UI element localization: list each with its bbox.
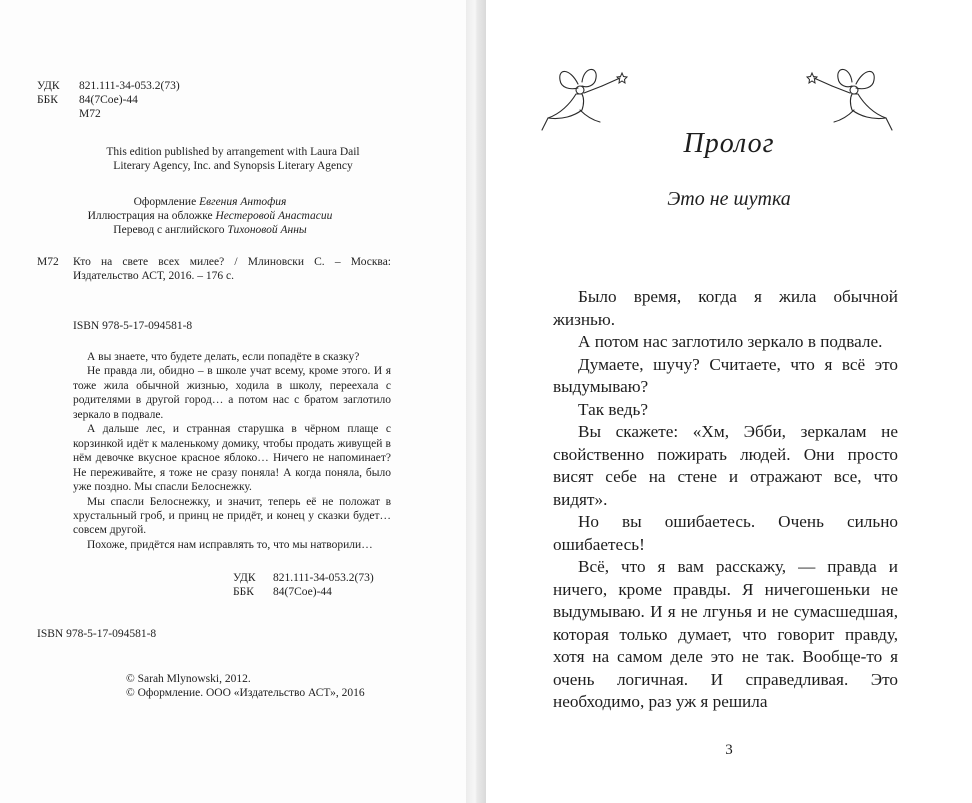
edition-note: This edition published by arrangement with Laura Dail Literary Agency, Inc. and Synopsis Literary Agency (106, 146, 360, 172)
annotation-paragraph: Похоже, придётся нам исправлять то, что мы натворили… (87, 538, 373, 551)
code-value: 821.111-34-053.2(73) (273, 572, 374, 584)
classification-codes-top (37, 79, 180, 121)
copyright-line: © Sarah Mlynowski, 2012. (126, 673, 251, 685)
author-mark-row (37, 107, 180, 121)
body-paragraph: Было время, когда я жила обычной жизнью. (553, 287, 898, 329)
page-number: 3 (725, 742, 733, 758)
left-page (0, 0, 466, 803)
body-paragraph: Вы скажете: «Хм, Эбби, зеркалам не свойственно пожирать людей. Они просто висят себе на стене и отражают все, что видят». (553, 422, 898, 509)
body-paragraph: Думаете, шучу? Считаете, что я всё это выдумываю? (553, 354, 898, 396)
code-value: М72 (79, 108, 101, 120)
copyright (126, 672, 365, 700)
isbn-bottom: ISBN 978-5-17-094581-8 (37, 628, 157, 640)
udk-row (233, 571, 374, 585)
fairy-with-wand-icon (540, 62, 630, 134)
isbn-top: ISBN 978-5-17-094581-8 (73, 320, 193, 332)
credit-role: Оформление (133, 196, 197, 208)
catalog-code: М72 (37, 256, 59, 268)
annotation-paragraph: А дальше лес, и странная старушка в чёрном плаще с корзинкой идёт к маленькому домику, чтобы продать живущей в нём девочке вкусное красное яблоко… Ничего не напоминает? Не переживайте, я тоже не сразу поняла! А когда поняла, было уже поздно. Мы спасли Белоснежку. (73, 423, 391, 494)
bbk-row (37, 93, 180, 107)
credit-cover (60, 209, 360, 223)
udk-row (37, 79, 180, 93)
code-key: ББК (37, 94, 58, 106)
code-key: ББК (233, 586, 254, 598)
code-value: 84(7Сое)-44 (79, 94, 138, 106)
body-paragraph: А потом нас заглотило зеркало в подвале. (578, 332, 883, 351)
right-page (486, 0, 972, 803)
fairy-with-wand-icon (804, 62, 894, 134)
credit-translation (60, 223, 360, 237)
body-paragraph: Но вы ошибаетесь. Очень сильно ошибаетесь! (553, 512, 898, 554)
annotation-paragraph: А вы знаете, что будете делать, если попадёте в сказку? (87, 351, 360, 363)
chapter-title: Пролог (683, 128, 775, 159)
annotation (73, 350, 391, 552)
credit-design (60, 195, 360, 209)
annotation-paragraph: Не правда ли, обидно – в школе учат всему, кроме этого. И я тоже жила обычной жизнью, ходила в школу, переехала с родителями в другой город… а потом нас с братом заглотило зеркало в подвале. (73, 365, 391, 421)
annotation-paragraph: Мы спасли Белоснежку, и значит, теперь её не положат в хрустальный гроб, и принц не придёт, и конец у сказки будет… совсем другой. (73, 495, 391, 537)
catalog-entry: Кто на свете всех милее? / Млиновски С. – Москва: Издательство АСТ, 2016. – 176 с. (73, 256, 391, 282)
credits (60, 195, 360, 237)
code-value: 821.111-34-053.2(73) (79, 80, 180, 92)
classification-codes-bottom (233, 571, 374, 599)
body-paragraph: Всё, что я вам расскажу, — правда и ничего, кроме правды. Я ничегошеньки не выдумываю. И я не лгунья и не сумасшедшая, которая только думает, что говорит правду, хотя на самом деле это не так. Вообще-то я очень логичная. И справедливая. Это необходимо, раз уж я решила (553, 557, 898, 711)
chapter-body (553, 286, 898, 714)
bbk-row (233, 585, 374, 599)
credit-name: Тихоновой Анны (227, 224, 307, 236)
credit-role: Иллюстрация на обложке (87, 210, 213, 222)
code-key: УДК (233, 572, 256, 584)
book-gutter (466, 0, 486, 803)
chapter-subtitle: Это не шутка (667, 188, 791, 210)
code-value: 84(7Сое)-44 (273, 586, 332, 598)
copyright-line: © Оформление. ООО «Издательство АСТ», 2016 (126, 687, 365, 699)
credit-name: Нестеровой Анастасии (215, 210, 333, 222)
body-paragraph: Так ведь? (578, 399, 648, 419)
code-key: УДК (37, 80, 60, 92)
credit-role: Перевод с английского (113, 224, 225, 236)
credit-name: Евгения Антофия (199, 196, 287, 208)
